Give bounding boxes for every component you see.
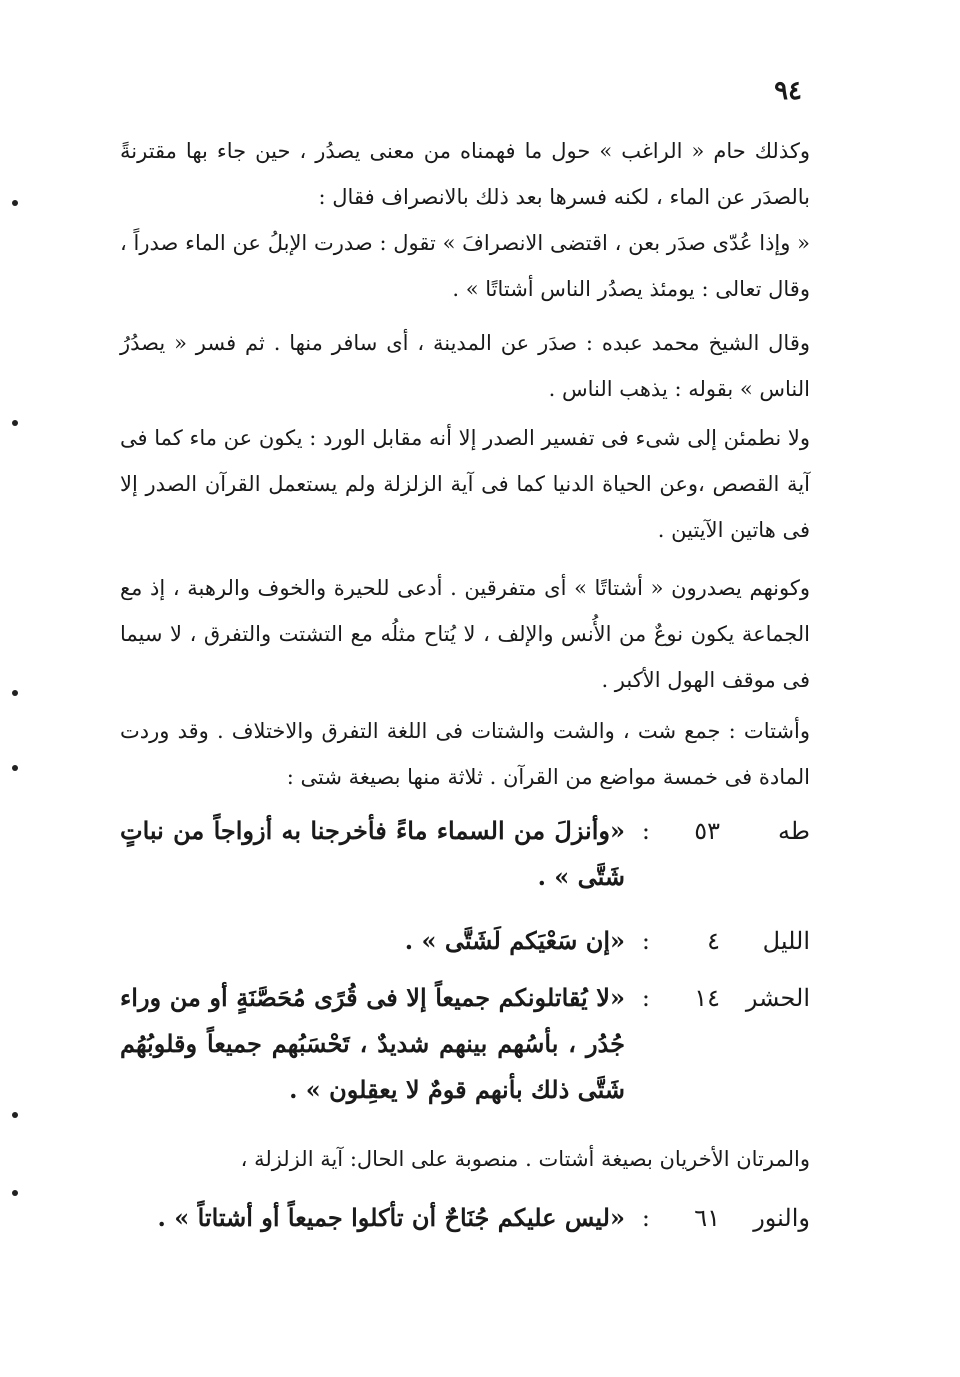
verse-number: ٥٣	[694, 817, 720, 845]
sura-name: الحشر	[745, 984, 810, 1012]
scan-margin-mark	[12, 765, 18, 771]
paragraph-ashtat: وكونهم يصدرون « أشتاتًا » أى متفرقين . أدعى للحيرة والخوف والرهبة ، إذ مع الجماعة يكون نوعٌ من الأُنس والإلف ، لا يُتاح مثلُه مع التشتت والتفرق ، لا سيما فى موقف الهول الأكبر .	[120, 576, 810, 692]
verse-separator: :	[641, 1204, 650, 1232]
verse-row-layl	[120, 918, 810, 964]
paragraph-closing: والمرتان الأخريان بصيغة أشتات . منصوبة على الحال: آية الزلزلة ،	[240, 1147, 810, 1171]
paragraph-shatt-definition: وأشتات : جمع شت ، والشت والشتات فى اللغة التفرق والاختلاف . وقد وردت المادة فى خمسة مواضع من القرآن . ثلاثة منها بصيغة شتى :	[120, 719, 810, 789]
page-number: ٩٤	[774, 76, 802, 106]
verse-text: «ليس عليكم جُنَاحٌ أن تأكلوا جميعاً أو أشتاتاً » .	[157, 1203, 625, 1232]
scan-margin-mark	[12, 690, 18, 696]
paragraph-raghib: وكذلك حام « الراغب » حول ما فهمناه من معنى يصدُر ، حين جاء بها مقترنةً بالصدَر عن الماء ، لكنه فسرها بعد ذلك بالانصراف فقال :	[120, 139, 810, 209]
verse-number: ٤	[707, 927, 720, 955]
verse-separator: :	[641, 817, 650, 845]
paragraph-sadr-meaning: ولا نطمئن إلى شىء فى تفسير الصدر إلا أنه مقابل الورد : يكون عن ماء كما فى آية القصص ،وعن الحياة الدنيا كما فى آية الزلزلة ولم يستعمل القرآن الصدر إلا فى هاتين الآيتين .	[120, 426, 810, 542]
paragraph-raghib-quote: « وإذا عُدّى صدَر بعن ، اقتضى الانصرافَ » تقول : صدرت الإبلُ عن الماء صدراً ، وقال تعالى : يومئذ يصدُر الناس أشتاتًا » .	[120, 231, 810, 301]
scan-margin-mark	[12, 1112, 18, 1118]
verse-row-hashr	[120, 975, 810, 1113]
sura-name: طه	[778, 817, 810, 845]
verse-text: «إن سَعْيَكم لَشَتَّى » .	[404, 926, 625, 955]
scan-margin-mark	[12, 200, 18, 206]
verse-number: ٦١	[694, 1204, 720, 1232]
verse-number: ١٤	[694, 984, 720, 1012]
scan-margin-mark	[12, 1190, 18, 1196]
scan-margin-mark	[12, 420, 18, 426]
verse-row-nur	[120, 1195, 810, 1241]
sura-name: الليل	[762, 927, 810, 955]
verse-text: «لا يُقاتلونكم جميعاً إلا فى قُرًى مُحَصَّنَةٍ أو من وراء جُدُر ، بأسُهم بينهم شديدٌ ، تَحْسَبُهم جميعاً وقلوبُهُم شَتَّى ذلك بأنهم قومٌ لا يعقِلون » .	[120, 983, 625, 1104]
verse-text: «وأنزلَ من السماء ماءً فأخرجنا به أزواجاً من نباتٍ شَتَّى » .	[120, 816, 625, 891]
verse-row-taha	[120, 808, 810, 900]
verse-separator: :	[641, 984, 650, 1012]
verse-separator: :	[641, 927, 650, 955]
paragraph-abduh: وقال الشيخ محمد عبده : صدَر عن المدينة ، أى سافر منها . ثم فسر « يصدُرُ الناس » بقوله : يذهب الناس .	[120, 331, 810, 401]
sura-name: والنور	[753, 1204, 810, 1232]
